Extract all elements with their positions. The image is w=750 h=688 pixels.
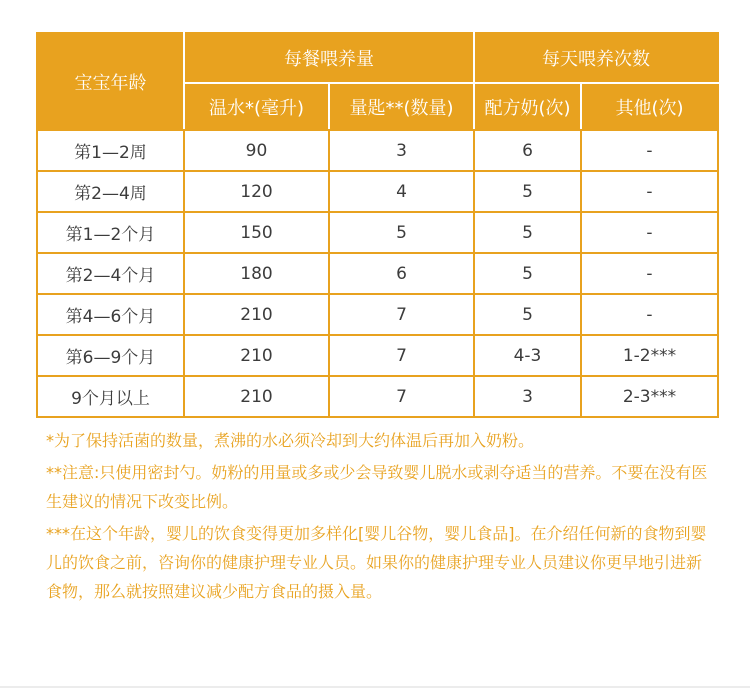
header-formula: 配方奶(次) [474, 83, 581, 130]
cell-water: 120 [184, 171, 329, 212]
cell-other: - [581, 294, 718, 335]
cell-formula: 5 [474, 171, 581, 212]
header-water: 温水*(毫升) [184, 83, 329, 130]
cell-spoon: 6 [329, 253, 474, 294]
table-row [37, 335, 718, 376]
header-other: 其他(次) [581, 83, 718, 130]
table-row [37, 294, 718, 335]
cell-formula: 3 [474, 376, 581, 417]
cell-formula: 5 [474, 294, 581, 335]
table-row [37, 130, 718, 171]
feeding-table [36, 32, 719, 418]
cell-water: 210 [184, 376, 329, 417]
header-age: 宝宝年龄 [37, 33, 184, 130]
cell-formula: 4-3 [474, 335, 581, 376]
cell-age: 第4—6个月 [37, 294, 184, 335]
cell-spoon: 4 [329, 171, 474, 212]
cell-other: - [581, 253, 718, 294]
footnote-spoon: **注意:只使用密封勺。奶粉的用量或多或少会导致婴儿脱水或剥夺适当的营养。不要在没有医生建议的情况下改变比例。 [46, 463, 708, 511]
cell-other: 2-3*** [581, 376, 718, 417]
footnotes [46, 426, 716, 609]
cell-water: 150 [184, 212, 329, 253]
table-row [37, 171, 718, 212]
cell-age: 9个月以上 [37, 376, 184, 417]
cell-age: 第1—2周 [37, 130, 184, 171]
table-header-row-1 [37, 33, 718, 83]
cell-spoon: 7 [329, 376, 474, 417]
cell-other: - [581, 212, 718, 253]
cell-age: 第2—4周 [37, 171, 184, 212]
cell-age: 第1—2个月 [37, 212, 184, 253]
cell-spoon: 3 [329, 130, 474, 171]
table-row [37, 376, 718, 417]
table-row [37, 253, 718, 294]
cell-spoon: 5 [329, 212, 474, 253]
cell-water: 180 [184, 253, 329, 294]
footnote-water: *为了保持活菌的数量，煮沸的水必须冷却到大约体温后再加入奶粉。 [46, 431, 535, 450]
cell-water: 210 [184, 335, 329, 376]
header-spoon: 量匙**(数量) [329, 83, 474, 130]
cell-other: - [581, 130, 718, 171]
cell-formula: 5 [474, 253, 581, 294]
cell-spoon: 7 [329, 294, 474, 335]
cell-other: 1-2*** [581, 335, 718, 376]
footnote-other: ***在这个年龄，婴儿的饮食变得更加多样化[婴儿谷物，婴儿食品]。在介绍任何新的食物到婴儿的饮食之前，咨询你的健康护理专业人员。如果你的健康护理专业人员建议你更早地引进新食物，那么就按照建议减少配方食品的摄入量。 [46, 524, 707, 601]
header-per-meal: 每餐喂养量 [184, 33, 474, 83]
cell-formula: 5 [474, 212, 581, 253]
cell-formula: 6 [474, 130, 581, 171]
cell-water: 210 [184, 294, 329, 335]
cell-spoon: 7 [329, 335, 474, 376]
cell-age: 第6—9个月 [37, 335, 184, 376]
cell-other: - [581, 171, 718, 212]
cell-water: 90 [184, 130, 329, 171]
cell-age: 第2—4个月 [37, 253, 184, 294]
header-per-day: 每天喂养次数 [474, 33, 718, 83]
table-row [37, 212, 718, 253]
